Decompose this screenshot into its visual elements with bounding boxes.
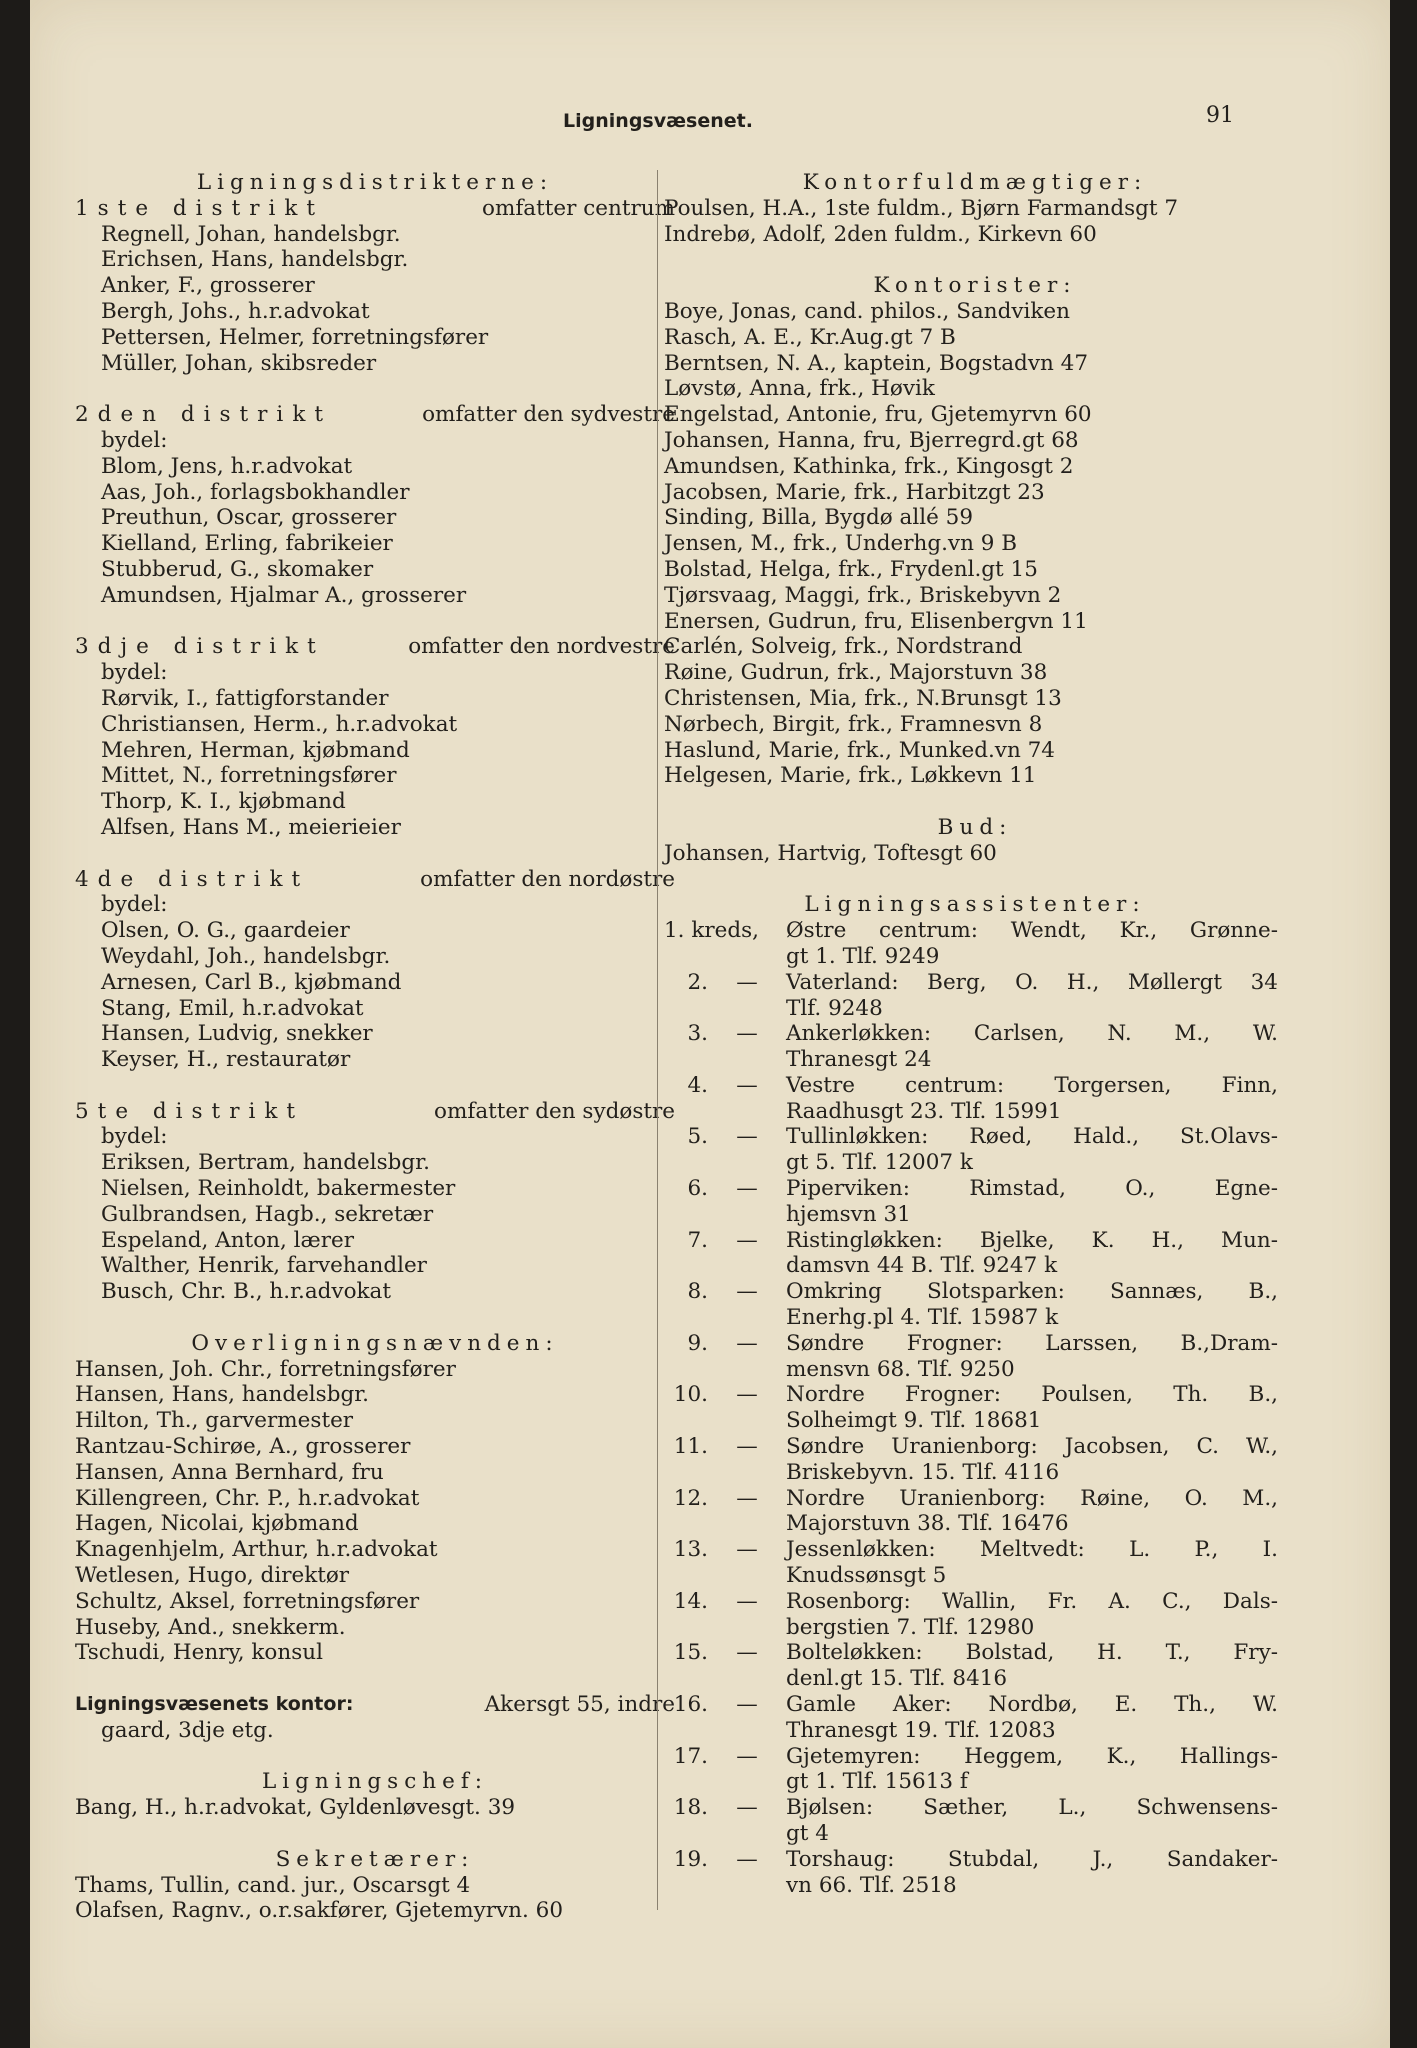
kontor-address: Akersgt 55, indre	[484, 1692, 675, 1718]
district-member: Anker, F., grosserer	[101, 273, 315, 299]
kontorist-entry: Sinding, Billa, Bygdø allé 59	[664, 505, 974, 531]
kontorist-entry: Johansen, Hanna, fru, Bjerregrd.gt 68	[664, 427, 1079, 453]
assist-line-cont: Raadhusgt 23. Tlf. 15991	[786, 1098, 1062, 1124]
district-scope: omfatter den nordøstre	[420, 866, 675, 892]
district-member: Espeland, Anton, lærer	[101, 1227, 355, 1253]
indent-spacer	[664, 1511, 786, 1537]
assist-number: 19.	[673, 1846, 708, 1872]
kontorist-entry: Engelstad, Antonie, fru, Gjetemyrvn 60	[664, 402, 1092, 428]
assist-entry-cont	[664, 1408, 1286, 1434]
assist-number: 16.	[673, 1692, 708, 1718]
assist-entry	[664, 1331, 1286, 1357]
overligning-heading: Overligningsnævnden:	[191, 1330, 559, 1356]
page-number: 91	[1206, 103, 1234, 128]
overligning-member: Hilton, Th., garvermester	[75, 1408, 354, 1434]
assist-entry-cont	[664, 1202, 1286, 1228]
district-member: Regnell, Johan, handelsbgr.	[101, 221, 401, 247]
overligning-member: Tschudi, Henry, konsul	[75, 1640, 323, 1666]
assist-number: 2.	[687, 969, 708, 995]
overligning-member: Knagenhjelm, Arthur, h.r.advokat	[75, 1537, 438, 1563]
assist-dash: —	[736, 1537, 758, 1563]
fuldm-entry: Indrebø, Adolf, 2den fuldm., Kirkevn 60	[664, 221, 1097, 247]
kontorister-heading: Kontorister:	[873, 273, 1077, 299]
district-member: Mehren, Herman, kjøbmand	[101, 737, 410, 763]
assist-entry-cont	[664, 1821, 1286, 1847]
assist-entry	[664, 1434, 1286, 1460]
assist-entry-cont	[664, 1666, 1286, 1692]
assist-dash: —	[736, 1072, 758, 1098]
assist-entry	[664, 1640, 1286, 1666]
assist-line: Nordre Uranienborg: Røine, O. M.,	[786, 1485, 1278, 1511]
assist-line: Omkring Slotsparken: Sannæs, B.,	[786, 1279, 1278, 1305]
assist-entry	[664, 918, 1286, 944]
kontorist-entry: Amundsen, Kathinka, frk., Kingosgt 2	[664, 453, 1074, 479]
assist-entry-cont	[664, 1511, 1286, 1537]
district-label: 3dje distrikt	[75, 634, 325, 660]
page-title: Ligningsvæsenet.	[563, 110, 753, 132]
district-member: Bergh, Johs., h.r.advokat	[101, 298, 370, 324]
assist-dash: —	[736, 1279, 758, 1305]
district-heading	[75, 402, 675, 428]
district-heading	[75, 867, 675, 893]
assist-line: Søndre Frogner: Larssen, B.,Dram-	[786, 1330, 1278, 1356]
indent-spacer	[664, 996, 786, 1022]
district-member: Erichsen, Hans, handelsbgr.	[101, 247, 409, 273]
district-member: Stubberud, G., skomaker	[101, 556, 374, 582]
indent-spacer	[664, 1253, 786, 1279]
assist-number: 9.	[687, 1330, 708, 1356]
assist-line-cont: gt 5. Tlf. 12007 k	[786, 1150, 973, 1176]
indent-spacer	[664, 1873, 786, 1899]
assist-line-cont: bergstien 7. Tlf. 12980	[786, 1614, 1035, 1640]
districts-list	[75, 196, 675, 1331]
district-member: Kielland, Erling, fabrikeier	[101, 531, 393, 557]
assist-number: 15.	[673, 1640, 708, 1666]
district-scope: omfatter den sydvestre	[422, 402, 675, 428]
indent-spacer	[664, 1202, 786, 1228]
indent-spacer	[664, 1563, 786, 1589]
assist-dash: —	[736, 1692, 758, 1718]
assist-dash: —	[736, 1588, 758, 1614]
kontorist-entry: Bolstad, Helga, frk., Frydenl.gt 15	[664, 556, 1038, 582]
district-member: Aas, Joh., forlagsbokhandler	[101, 479, 410, 505]
district-member: Amundsen, Hjalmar A., grosserer	[101, 582, 467, 608]
assist-dash: —	[736, 1176, 758, 1202]
bud-list	[664, 841, 1286, 867]
assist-number: 18.	[673, 1795, 708, 1821]
assist-entry	[664, 1228, 1286, 1254]
assist-line-cont: gt 4	[786, 1821, 829, 1846]
assist-line-cont: Knudssønsgt 5	[786, 1563, 947, 1589]
assist-line: Søndre Uranienborg: Jacobsen, C. W.,	[786, 1434, 1278, 1460]
district-member: Mittet, N., forretningsfører	[101, 763, 397, 789]
district-member: Hansen, Ludvig, snekker	[101, 1021, 373, 1047]
district-scope: omfatter den nordvestre	[408, 634, 675, 660]
district-member: Keyser, H., restauratør	[101, 1047, 351, 1073]
assist-line: Gamle Aker: Nordbø, E. Th., W.	[786, 1692, 1278, 1718]
assist-line-cont: hjemsvn 31	[786, 1201, 911, 1227]
kontorist-entry: Tjørsvaag, Maggi, frk., Briskebyvn 2	[664, 582, 1062, 608]
assist-dash: —	[736, 1743, 758, 1769]
bud-heading: Bud:	[937, 814, 1013, 840]
assist-line-cont: Briskebyvn. 15. Tlf. 4116	[786, 1459, 1060, 1485]
assist-line: Ristingløkken: Bjelke, K. H., Mun-	[786, 1227, 1278, 1253]
assist-entry	[664, 1795, 1286, 1821]
fuldm-entry: Poulsen, H.A., 1ste fuldm., Bjørn Farmandsgt 7	[664, 195, 1179, 221]
document-page	[30, 0, 1390, 2048]
assist-entry	[664, 1537, 1286, 1563]
assist-entry	[664, 1279, 1286, 1305]
sekretaerer-heading: Sekretærer:	[275, 1846, 475, 1872]
district-label: 5te distrikt	[75, 1098, 305, 1124]
assist-entry	[664, 1486, 1286, 1512]
district-label: 2den distrikt	[75, 402, 332, 428]
assist-heading: Ligningsassistenter:	[804, 892, 1146, 918]
sekretaer-entry: Olafsen, Ragnv., o.r.sakfører, Gjetemyrvn. 60	[75, 1898, 564, 1924]
district-scope-cont: bydel:	[101, 427, 168, 453]
kontorist-entry: Carlén, Solveig, frk., Nordstrand	[664, 634, 1023, 660]
kontorist-entry: Christensen, Mia, frk., N.Brunsgt 13	[664, 685, 1062, 711]
assist-dash: —	[736, 1485, 758, 1511]
chef-list	[75, 1795, 675, 1821]
district-heading	[75, 1099, 675, 1125]
assist-entry	[664, 1589, 1286, 1615]
assist-number: 12.	[673, 1485, 708, 1511]
spacer	[75, 1305, 675, 1331]
assist-dash: —	[736, 1846, 758, 1872]
assist-line: Vaterland: Berg, O. H., Møllergt 34	[786, 969, 1278, 995]
assist-number: 11.	[673, 1434, 708, 1460]
spacer	[75, 1073, 675, 1099]
kontorist-entry: Helgesen, Marie, frk., Løkkevn 11	[664, 763, 1037, 789]
assist-entry	[664, 1382, 1286, 1408]
assist-number: 5.	[687, 1124, 708, 1150]
assist-dash: —	[736, 1640, 758, 1666]
assist-kreds-label: 1. kreds,	[664, 918, 760, 944]
kontorist-entry: Haslund, Marie, frk., Munked.vn 74	[664, 737, 1055, 763]
district-member: Gulbrandsen, Hagb., sekretær	[101, 1201, 434, 1227]
spacer	[75, 841, 675, 867]
assist-line: Østre centrum: Wendt, Kr., Grønne-	[786, 918, 1278, 944]
assist-line: Piperviken: Rimstad, O., Egne-	[786, 1176, 1278, 1202]
overligning-member: Hagen, Nicolai, kjøbmand	[75, 1511, 359, 1537]
assist-entry-cont	[664, 1460, 1286, 1486]
kontorist-entry: Løvstø, Anna, frk., Høvik	[664, 376, 935, 402]
district-member: Weydahl, Joh., handelsbgr.	[101, 943, 391, 969]
indent-spacer	[664, 1821, 786, 1847]
page-header	[30, 110, 1390, 132]
district-scope-cont: bydel:	[101, 660, 168, 686]
district-member: Busch, Chr. B., h.r.advokat	[101, 1279, 392, 1305]
assist-dash: —	[736, 1330, 758, 1356]
assist-dash: —	[736, 1124, 758, 1150]
assist-entry-cont	[664, 1563, 1286, 1589]
assist-entry-cont	[664, 1047, 1286, 1073]
overligning-member: Hansen, Hans, handelsbgr.	[75, 1382, 369, 1408]
overligning-member: Killengreen, Chr. P., h.r.advokat	[75, 1485, 420, 1511]
overligning-member: Hansen, Anna Bernhard, fru	[75, 1459, 384, 1485]
assist-line-cont: Majorstuvn 38. Tlf. 16476	[786, 1511, 1069, 1537]
district-scope: omfatter den sydøstre	[434, 1098, 675, 1124]
overligning-member: Wetlesen, Hugo, direktør	[75, 1563, 350, 1589]
assist-line-cont: Enerhg.pl 4. Tlf. 15987 k	[786, 1305, 1059, 1331]
indent-spacer	[664, 1615, 786, 1641]
assist-entry	[664, 1021, 1286, 1047]
assist-entry	[664, 1692, 1286, 1718]
district-member: Rørvik, I., fattigforstander	[101, 685, 389, 711]
overligning-member: Hansen, Joh. Chr., forretningsfører	[75, 1356, 456, 1382]
district-member: Christiansen, Herm., h.r.advokat	[101, 711, 458, 737]
overligning-member: Rantzau-Schirøe, A., grosserer	[75, 1434, 411, 1460]
district-member: Nielsen, Reinholdt, bakermester	[101, 1176, 456, 1202]
assist-entry	[664, 1176, 1286, 1202]
spacer	[75, 609, 675, 635]
assist-dash: —	[736, 1021, 758, 1047]
district-member: Müller, Johan, skibsreder	[101, 350, 377, 376]
assist-entry	[664, 970, 1286, 996]
indent-spacer	[664, 1408, 786, 1434]
indent-spacer	[664, 1718, 786, 1744]
indent-spacer	[664, 1357, 786, 1383]
assist-line-cont: vn 66. Tlf. 2518	[786, 1872, 957, 1898]
sekretaerer-list	[75, 1873, 675, 1925]
indent-spacer	[664, 1666, 786, 1692]
assist-number: 14.	[673, 1588, 708, 1614]
assist-line: Jessenløkken: Meltvedt: L. P., I.	[786, 1537, 1278, 1563]
kontorist-entry: Røine, Gudrun, frk., Majorstuvn 38	[664, 660, 1048, 686]
assist-entry-cont	[664, 996, 1286, 1022]
assist-entry-cont	[664, 1253, 1286, 1279]
assist-line-cont: mensvn 68. Tlf. 9250	[786, 1356, 1015, 1382]
fuldm-list	[664, 196, 1286, 248]
assist-entry	[664, 1847, 1286, 1873]
assist-entry-cont	[664, 1305, 1286, 1331]
assist-entry-cont	[664, 944, 1286, 970]
indent-spacer	[664, 1769, 786, 1795]
fuldm-heading: Kontorfuldmægtiger:	[802, 170, 1148, 195]
assist-number: 4.	[687, 1072, 708, 1098]
chef-heading: Ligningschef:	[261, 1769, 489, 1795]
assist-line: Torshaug: Stubdal, J., Sandaker-	[786, 1846, 1278, 1872]
assist-number: 13.	[673, 1537, 708, 1563]
assist-line: Nordre Frogner: Poulsen, Th. B.,	[786, 1382, 1278, 1408]
district-heading	[75, 196, 675, 222]
assist-entry-cont	[664, 1718, 1286, 1744]
kontor-label: Ligningsvæsenets kontor:	[75, 1693, 354, 1716]
district-member: Alfsen, Hans M., meierieier	[101, 814, 401, 840]
assist-line-cont: Thranesgt 19. Tlf. 12083	[786, 1717, 1056, 1743]
assist-line: Bolteløkken: Bolstad, H. T., Fry-	[786, 1640, 1278, 1666]
assist-entry-cont	[664, 1615, 1286, 1641]
overligning-member: Huseby, And., snekkerm.	[75, 1614, 346, 1640]
district-member: Eriksen, Bertram, handelsbgr.	[101, 1150, 430, 1176]
kontor-line	[75, 1692, 675, 1718]
spacer	[75, 376, 675, 402]
left-column	[75, 170, 675, 1924]
indent-spacer	[664, 1305, 786, 1331]
assist-dash: —	[736, 969, 758, 995]
assist-line-cont: gt 1. Tlf. 9249	[786, 943, 940, 969]
district-member: Arnesen, Carl B., kjøbmand	[101, 969, 402, 995]
assist-line-cont: gt 1. Tlf. 15613 f	[786, 1769, 968, 1795]
assist-entry-cont	[664, 1873, 1286, 1899]
kontorist-entry: Berntsen, N. A., kaptein, Bogstadvn 47	[664, 350, 1089, 376]
assist-entry-cont	[664, 1357, 1286, 1383]
assist-line: Rosenborg: Wallin, Fr. A. C., Dals-	[786, 1588, 1278, 1614]
assist-line-cont: Tlf. 9248	[786, 995, 883, 1021]
district-scope-cont: bydel:	[101, 892, 168, 918]
indent-spacer	[664, 944, 786, 970]
district-scope: omfatter centrum	[482, 195, 675, 221]
bud-entry: Johansen, Hartvig, Toftesgt 60	[664, 840, 997, 866]
chef-entry: Bang, H., h.r.advokat, Gyldenløvesgt. 39	[75, 1795, 516, 1821]
districts-heading: Ligningsdistrikterne:	[196, 170, 554, 195]
district-member: Blom, Jens, h.r.advokat	[101, 453, 353, 479]
assist-number: 6.	[687, 1176, 708, 1202]
assist-line: Bjølsen: Sæther, L., Schwensens-	[786, 1795, 1278, 1821]
assist-entry-cont	[664, 1099, 1286, 1125]
kontor-address-cont: gaard, 3dje etg.	[101, 1717, 274, 1743]
district-member: Pettersen, Helmer, forretningsfører	[101, 324, 489, 350]
assist-line-cont: Thranesgt 24	[786, 1047, 932, 1073]
assist-line: Vestre centrum: Torgersen, Finn,	[786, 1072, 1278, 1098]
assist-number: 3.	[687, 1021, 708, 1047]
kontorist-entry: Boye, Jonas, cand. philos., Sandviken	[664, 298, 1070, 324]
district-member: Thorp, K. I., kjøbmand	[101, 789, 346, 815]
kontorist-entry: Nørbech, Birgit, frk., Framnesvn 8	[664, 711, 1043, 737]
assist-number: 17.	[673, 1743, 708, 1769]
assist-line-cont: damsvn 44 B. Tlf. 9247 k	[786, 1253, 1058, 1279]
kontorist-entry: Rasch, A. E., Kr.Aug.gt 7 B	[664, 324, 956, 350]
assist-entry	[664, 1073, 1286, 1099]
indent-spacer	[664, 1460, 786, 1486]
district-member: Stang, Emil, h.r.advokat	[101, 995, 364, 1021]
district-member: Preuthun, Oscar, grosserer	[101, 505, 397, 531]
indent-spacer	[664, 1150, 786, 1176]
district-member: Walther, Henrik, farvehandler	[101, 1253, 427, 1279]
kontorist-entry: Enersen, Gudrun, fru, Elisenbergvn 11	[664, 608, 1088, 634]
assist-entry-cont	[664, 1769, 1286, 1795]
district-label: 1ste distrikt	[75, 195, 325, 221]
assist-line: Tullinløkken: Røed, Hald., St.Olavs-	[786, 1124, 1278, 1150]
assist-line: Ankerløkken: Carlsen, N. M., W.	[786, 1021, 1278, 1047]
assist-entry	[664, 1124, 1286, 1150]
sekretaer-entry: Thams, Tullin, cand. jur., Oscarsgt 4	[75, 1872, 471, 1898]
assist-entry	[664, 1744, 1286, 1770]
assist-line-cont: Solheimgt 9. Tlf. 18681	[786, 1408, 1042, 1434]
right-column	[657, 170, 1286, 1910]
district-label: 4de distrikt	[75, 866, 310, 892]
overligning-member: Schultz, Aksel, forretningsfører	[75, 1588, 420, 1614]
overligning-list	[75, 1357, 675, 1667]
assist-dash: —	[736, 1227, 758, 1253]
kontorist-entry: Jacobsen, Marie, frk., Harbitzgt 23	[664, 479, 1045, 505]
assist-number: 10.	[673, 1382, 708, 1408]
district-member: Olsen, O. G., gaardeier	[101, 918, 350, 944]
assist-number: 7.	[687, 1227, 708, 1253]
assist-number: 8.	[687, 1279, 708, 1305]
assist-list	[664, 918, 1286, 1898]
indent-spacer	[664, 1047, 786, 1073]
assist-dash: —	[736, 1795, 758, 1821]
district-heading	[75, 634, 675, 660]
kontorist-entry: Jensen, M., frk., Underhg.vn 9 B	[664, 531, 1018, 557]
assist-dash: —	[736, 1382, 758, 1408]
assist-line: Gjetemyren: Heggem, K., Hallings-	[786, 1743, 1278, 1769]
indent-spacer	[664, 1099, 786, 1125]
kontorister-list	[664, 299, 1286, 789]
assist-line-cont: denl.gt 15. Tlf. 8416	[786, 1666, 1008, 1692]
district-scope-cont: bydel:	[101, 1124, 168, 1150]
assist-dash: —	[736, 1434, 758, 1460]
assist-entry-cont	[664, 1150, 1286, 1176]
